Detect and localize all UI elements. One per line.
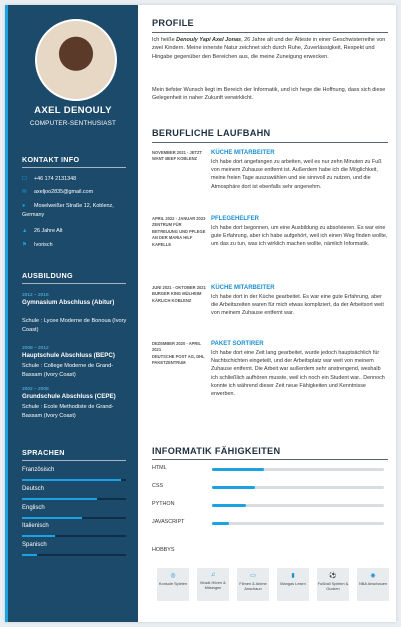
divider xyxy=(22,167,126,168)
skill-name: HTML xyxy=(152,465,167,471)
divider xyxy=(152,459,388,460)
skill-bar xyxy=(212,522,384,525)
hobby-card: ◉ NBA Anschauen xyxy=(357,568,389,601)
skill-name: JAVASCRIPT xyxy=(152,519,185,525)
hobby-card: ⚽ Fußball Spielen & Gucken xyxy=(317,568,349,601)
language-name: Spanisch xyxy=(22,542,47,548)
flag-icon: ⚑ xyxy=(22,242,27,248)
job-date: DEZEMBER 2020 - APRIL 2021 DEUTSCHE POST AG, DHL PAKETZENTRUM xyxy=(152,341,205,366)
job-description: Ich habe dort angefangen zu arbeiten, weil es nur zehn Minuten zu Fuß von meinem Zuhause entfernt ist. Außerdem habe ich die Möglichkeit, meine freien Tage auszuwählen und sie sinnvoll zu nutzen, und die Atmosphäre dort ist ebenfalls sehr angenehm. xyxy=(211,159,382,190)
resume-page xyxy=(5,5,396,622)
education-title: Hauptschule Abschluss (BEPC) xyxy=(22,352,115,359)
profile-photo xyxy=(35,19,117,101)
language-bar xyxy=(22,535,126,537)
contact-phone: ☐ +46 174 2131348 xyxy=(22,176,77,182)
language-bar-fill xyxy=(22,479,121,481)
hobby-card: ♫ Musik Hören & Mitsingen xyxy=(197,568,229,601)
contact-age: ▲ 26 Jahre Alt xyxy=(22,228,63,234)
skill-bar-fill xyxy=(212,486,255,489)
job-description: Ich habe dort in der Küche gearbeitet. Es war eine gute Erfahrung, aber die Arbeitszeiten waren für mich etwas kompliziert, da der Arbeitsort weit von meinem Zuhause entfernt war. xyxy=(211,294,384,317)
education-title: Gymnasium Abschluss (Abitur) xyxy=(22,299,115,306)
language-bar xyxy=(22,479,126,481)
education-years: 2012 – 2016 xyxy=(22,293,49,298)
hobby-card: ▭ Filmen & Anime Anschaun xyxy=(237,568,269,601)
book-icon: ▮ xyxy=(291,573,295,579)
language-bar xyxy=(22,554,126,556)
phone-icon: ☐ xyxy=(22,176,27,182)
location-icon: ● xyxy=(22,203,26,209)
user-icon: ▲ xyxy=(22,228,28,234)
job-date: JUNI 2021 - OKTOBER 2021 BURGER KING MÜLHEIM KÄRLICH KOBLENZ xyxy=(152,285,206,303)
contact-nationality: ⚑ Ivorisch xyxy=(22,242,53,248)
education-years: 2008 – 2012 xyxy=(22,346,49,351)
skill-bar xyxy=(212,504,384,507)
job-title: KÜCHE MITARBEITER xyxy=(211,150,275,156)
skill-bar-fill xyxy=(212,522,229,525)
profile-intro: Ich heiße Denouly Yapi Axel Jonas, 26 Jahre alt und der Älteste in einer Geschwisterreihe von zwei Kindern. Meine innerste Natur zeichnet sich durch Ruhe, Zuverlässigkeit, Respekt und Hingabe gegenüber den Bereichen aus, die meine Zuneigung erwecken. xyxy=(152,37,386,60)
language-bar-fill xyxy=(22,498,97,500)
hobby-card: ▮ Mangas Lesen xyxy=(277,568,309,601)
skill-name: PYTHON xyxy=(152,501,175,507)
language-bar xyxy=(22,498,126,500)
job-date: NOVEMBER 2021 - JETZT WANT BEEF KOBLENZ xyxy=(152,150,203,162)
job-description: Ich habe dort eine Zeit lang gearbeitet, wurde jedoch hauptsächlich für Nachtschichten eingeteilt, und der Arbeitsplatz war weit von meinem Zuhause entfernt. Die Arbeit war außerdem sehr anstrengend, weshalb ich schließlich aufhören musste, weil ich noch ein Student war.. Dennoch konnte ich während dieser Zeit neue Fähigkeiten und Kenntnisse erwerben. xyxy=(211,350,385,398)
education-school: Schule : College Moderne de Grand-Bassam (Ivory Coast) xyxy=(22,363,114,378)
education-school: Schule : Lycee Moderne de Bonoua (Ivory Coast) xyxy=(22,318,127,333)
contact-heading: KONTAKT INFO xyxy=(22,155,80,164)
divider xyxy=(152,32,388,33)
language-bar-fill xyxy=(22,517,82,519)
skill-bar xyxy=(212,486,384,489)
person-name: AXEL DENOULY xyxy=(34,105,112,116)
tv-icon: ▭ xyxy=(250,573,256,579)
skill-bar-fill xyxy=(212,504,246,507)
job-description: Ich habe dort begonnen, um eine Ausbildung zu absolvieren. Es war eine gute Erfahrung, aber ich habe aufgehört, weil ich einen Weg finden wollte, um das zu tun, was ich wirklich machen wollte, nämlich Informatik. xyxy=(211,225,388,248)
person-role: COMPUTER-SENTHUSIAST xyxy=(29,120,117,127)
profile-paragraph: Mein tiefster Wunsch liegt im Bereich der Informatik, und ich hege die Hoffnung, dass sich diese Gelegenheit in naher Zukunft verwirklicht. xyxy=(152,87,386,102)
profile-heading: PROFILE xyxy=(152,18,194,28)
divider xyxy=(152,142,388,143)
languages-heading: SPRACHEN xyxy=(22,448,65,457)
mail-icon: ✉ xyxy=(22,189,27,195)
music-icon: ♫ xyxy=(210,572,216,578)
basketball-icon: ◉ xyxy=(370,573,376,579)
job-date: APRIL 2022 - JANUAR 2023 ZENTRUM FÜR BETREUUNG UND PFLEGE AN DER MARIA HILF KAPELLE xyxy=(152,216,206,247)
skill-bar xyxy=(212,468,384,471)
language-name: Italienisch xyxy=(22,523,49,529)
language-bar-fill xyxy=(22,535,55,537)
gamepad-icon: ◎ xyxy=(170,573,176,579)
hobbies-heading: HOBBYS xyxy=(152,547,175,553)
full-name: Denouly Yapi Axel Jonas xyxy=(176,37,242,43)
job-title: PAKET SORTIRER xyxy=(211,341,264,347)
job-title: KÜCHE MITARBEITER xyxy=(211,285,275,291)
sidebar xyxy=(5,5,138,622)
job-title: PFLEGEHELFER xyxy=(211,216,260,222)
football-icon: ⚽ xyxy=(329,573,337,579)
language-name: Französisch xyxy=(22,467,55,473)
language-name: Deutsch xyxy=(22,486,45,492)
language-name: Englisch xyxy=(22,505,45,511)
hobby-card: ◎ Konsole Spielen xyxy=(157,568,189,601)
divider xyxy=(22,283,126,284)
education-title: Grundschule Abschluss (CEPE) xyxy=(22,393,116,400)
contact-email[interactable]: ✉ axeljoo2835@gmail.com xyxy=(22,189,94,195)
language-bar xyxy=(22,517,126,519)
education-years: 2002 – 2008 xyxy=(22,387,49,392)
education-heading: AUSBILDUNG xyxy=(22,271,73,280)
divider xyxy=(22,460,126,461)
career-heading: BERUFLICHE LAUFBAHN xyxy=(152,128,271,138)
skills-heading: INFORMATIK FÄHIGKEITEN xyxy=(152,446,281,456)
contact-address: ● Moselweißer Straße 12, Koblenz, Germany xyxy=(22,203,114,218)
skill-name: CSS xyxy=(152,483,164,489)
skill-bar-fill xyxy=(212,468,264,471)
education-school: Schule : Ecole Methodiste de Grand-Bassam (Ivory Coast) xyxy=(22,404,114,419)
language-bar-fill xyxy=(22,554,37,556)
